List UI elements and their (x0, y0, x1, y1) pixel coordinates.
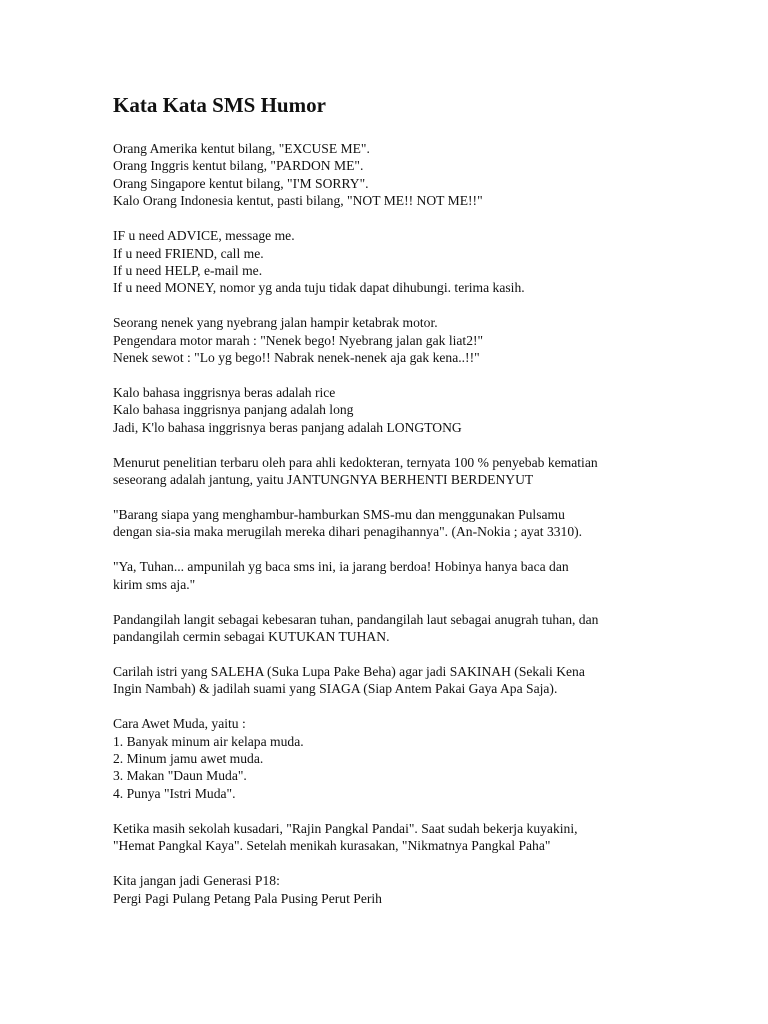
paragraph (113, 663, 673, 698)
text-line: Pergi Pagi Pulang Petang Pala Pusing Perut Perih (113, 890, 382, 906)
text-line: 2. Minum jamu awet muda. (113, 751, 264, 767)
text-line: Kalo bahasa inggrisnya panjang adalah long (113, 402, 354, 418)
text-line: seseorang adalah jantung, yaitu JANTUNGNYA BERHENTI BERDENYUT (113, 472, 534, 488)
text-line: Pengendara motor marah : "Nenek bego! Nyebrang jalan gak liat2!" (113, 332, 484, 348)
text-line: Orang Singapore kentut bilang, "I'M SORRY". (113, 175, 369, 191)
text-line: Ketika masih sekolah kusadari, "Rajin Pangkal Pandai". Saat sudah bekerja kuyakini, (113, 820, 578, 836)
paragraph (113, 820, 673, 855)
text-line: Menurut penelitian terbaru oleh para ahli kedokteran, ternyata 100 % penyebab kematian (113, 454, 598, 470)
paragraph (113, 872, 673, 907)
text-line: Carilah istri yang SALEHA (Suka Lupa Pake Beha) agar jadi SAKINAH (Sekali Kena (113, 663, 585, 679)
paragraph (113, 454, 673, 489)
text-line: Pandangilah langit sebagai kebesaran tuhan, pandangilah laut sebagai anugrah tuhan, dan (113, 611, 599, 627)
text-line: dengan sia-sia maka merugilah mereka dihari penagihannya". (An-Nokia ; ayat 3310). (113, 524, 583, 540)
text-line: Cara Awet Muda, yaitu : (113, 716, 246, 732)
text-line: IF u need ADVICE, message me. (113, 228, 295, 244)
document-title: Kata Kata SMS Humor (113, 93, 326, 117)
text-line: Jadi, K'lo bahasa inggrisnya beras panjang adalah LONGTONG (113, 419, 462, 435)
document-body (113, 140, 673, 907)
text-line: "Hemat Pangkal Kaya". Setelah menikah kurasakan, "Nikmatnya Pangkal Paha" (113, 838, 551, 854)
paragraph (113, 558, 673, 593)
text-line: Kalo Orang Indonesia kentut, pasti bilang, "NOT ME!! NOT ME!!" (113, 193, 483, 209)
text-line: kirim sms aja." (113, 576, 196, 592)
text-line: Kita jangan jadi Generasi P18: (113, 873, 280, 889)
text-line: 3. Makan "Daun Muda". (113, 768, 247, 784)
text-line: "Ya, Tuhan... ampunilah yg baca sms ini, ia jarang berdoa! Hobinya hanya baca dan (113, 559, 569, 575)
text-line: 4. Punya "Istri Muda". (113, 785, 236, 801)
text-line: If u need FRIEND, call me. (113, 245, 264, 261)
text-line: Nenek sewot : "Lo yg bego!! Nabrak nenek-nenek aja gak kena..!!" (113, 350, 480, 366)
text-line: Orang Inggris kentut bilang, "PARDON ME". (113, 158, 364, 174)
paragraph (113, 227, 673, 297)
paragraph (113, 314, 673, 366)
paragraph (113, 715, 673, 802)
text-line: Kalo bahasa inggrisnya beras adalah rice (113, 384, 336, 400)
text-line: pandangilah cermin sebagai KUTUKAN TUHAN. (113, 629, 390, 645)
text-line: "Barang siapa yang menghambur-hamburkan SMS-mu dan menggunakan Pulsamu (113, 507, 565, 522)
paragraph (113, 140, 673, 210)
text-line: Seorang nenek yang nyebrang jalan hampir ketabrak motor. (113, 315, 438, 331)
text-line: Orang Amerika kentut bilang, "EXCUSE ME". (113, 141, 370, 156)
document-page (113, 92, 673, 924)
paragraph (113, 611, 673, 646)
text-line: 1. Banyak minum air kelapa muda. (113, 733, 304, 749)
text-line: Ingin Nambah) & jadilah suami yang SIAGA (Siap Antem Pakai Gaya Apa Saja). (113, 681, 558, 697)
paragraph (113, 384, 673, 436)
text-line: If u need MONEY, nomor yg anda tuju tidak dapat dihubungi. terima kasih. (113, 280, 525, 296)
paragraph (113, 506, 673, 541)
text-line: If u need HELP, e-mail me. (113, 262, 263, 278)
